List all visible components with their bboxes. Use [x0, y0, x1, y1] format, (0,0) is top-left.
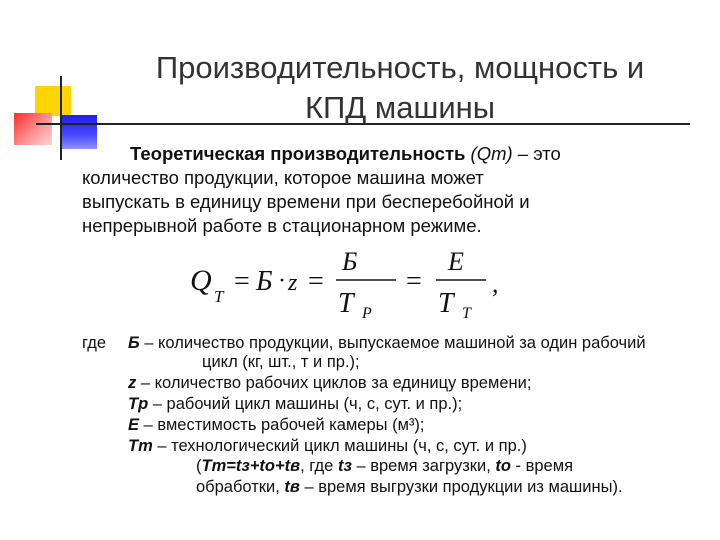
legend-tt-formula: Tт=tз+tо+tв [201, 457, 301, 475]
definition-line-3: выпускать в единицу времени при бесперебойной и [82, 191, 530, 212]
formula-frac2-den-sub: T [462, 305, 471, 322]
formula-comma: , [492, 269, 499, 298]
formula-eq-2: = [308, 266, 324, 297]
legend-tv-text: – время выгрузки продукции из машины). [299, 478, 623, 496]
formula-frac1-den-sub: P [362, 305, 372, 322]
legend-tz-text: – время загрузки, [351, 457, 496, 475]
formula-eq-1: = [234, 266, 250, 297]
legend-last-line [196, 477, 623, 498]
legend-tt-formula-line [196, 456, 573, 477]
legend-b-text: – количество продукции, выпускаемое машиной за один рабочий [139, 334, 646, 352]
legend-tp-text: – рабочий цикл машины (ч, с, сут. и пр.); [148, 395, 463, 413]
formula-z: z [288, 270, 298, 296]
legend-z-symbol: z [128, 374, 137, 392]
legend-e-symbol: E [128, 416, 140, 434]
formula-q: Q [190, 264, 212, 297]
legend-e-text: – вместимость рабочей камеры (м³); [139, 416, 425, 434]
legend-where: где [82, 334, 107, 352]
definition-dash: – это [512, 143, 561, 164]
legend-tt-symbol: Tт [128, 437, 153, 455]
legend-b-symbol: Б [128, 334, 140, 352]
legend-tp-symbol: Tр [128, 395, 149, 413]
formula-frac1-den: T [338, 288, 354, 319]
legend-z-text: – количество рабочих циклов за единицу времени; [136, 374, 532, 392]
formula-b: Б [256, 266, 273, 297]
formula-q-sub: T [214, 287, 224, 306]
productivity-formula [190, 246, 510, 326]
formula-frac2-num: E [448, 247, 464, 276]
decor-red-square [14, 113, 52, 145]
legend-open-paren: ( [196, 457, 202, 475]
legend-tp-line [128, 394, 462, 415]
slide-title-line-2: КПД машины [304, 90, 496, 125]
legend-tv-symbol: tв [284, 478, 300, 496]
formula-dot: · [278, 268, 286, 294]
definition-term: Теоретическая производительность [130, 143, 466, 164]
legend-to-symbol: tо [495, 457, 511, 475]
legend-z-line [128, 373, 531, 394]
legend-b-line [128, 333, 646, 354]
definition-line-4: непрерывной работе в стационарном режиме. [82, 215, 482, 236]
legend-last-text: обработки, [196, 478, 285, 496]
definition-line-2: количество продукции, которое машина может [82, 167, 484, 188]
decor-yellow-square [35, 86, 71, 116]
legend-tt-text: – технологический цикл машины (ч, с, сут. и пр.) [152, 437, 527, 455]
decor-blue-square [61, 115, 97, 149]
slide-title-line-1: Производительность, мощность и [155, 50, 645, 85]
legend-tt-where: , где [300, 457, 338, 475]
legend-e-line [128, 415, 425, 436]
legend-b-line-2: цикл (кг, шт., т и пр.); [202, 353, 360, 371]
formula-frac1-num: Б [342, 247, 358, 276]
definition-symbol: (Qт) [470, 143, 513, 164]
formula-eq-3: = [406, 266, 422, 297]
formula-frac2-den: T [438, 288, 454, 319]
decor-vertical-line [60, 76, 62, 160]
legend-tt-line [128, 436, 527, 457]
legend-to-text: - время [510, 457, 574, 475]
definition-line-1 [130, 142, 561, 166]
legend-tz-symbol: tз [337, 457, 352, 475]
